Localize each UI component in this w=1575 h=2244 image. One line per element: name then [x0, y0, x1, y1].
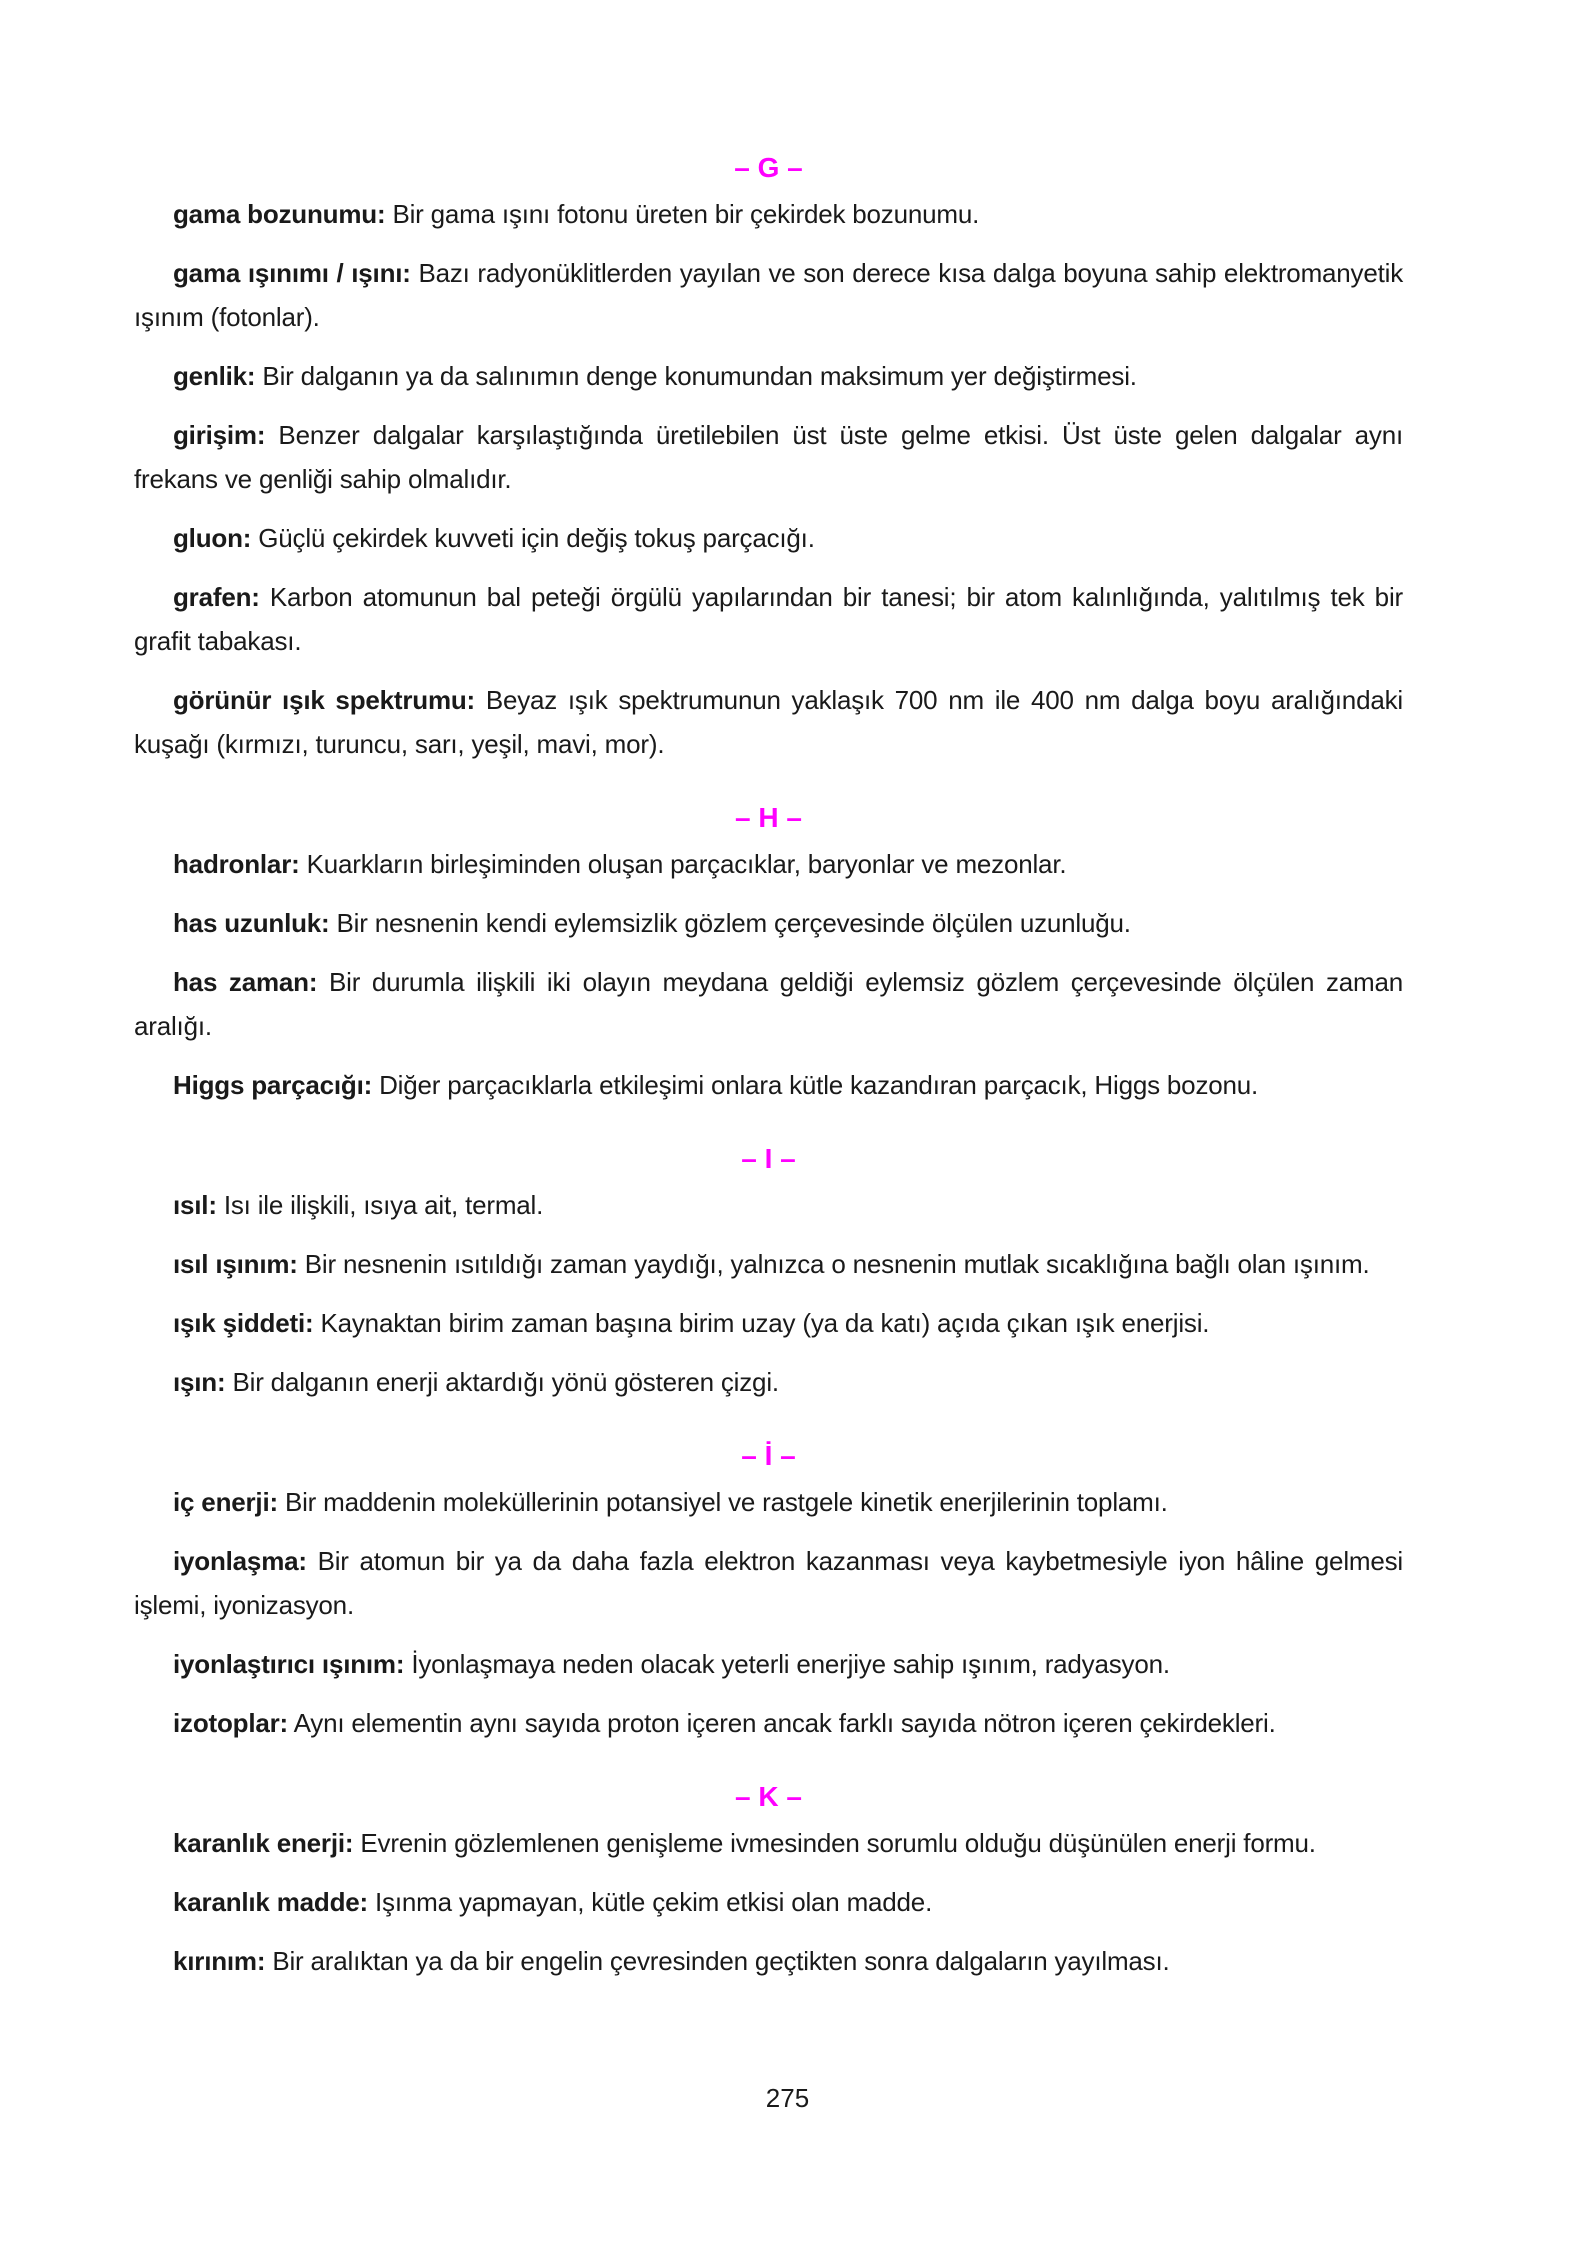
- glossary-entry: [134, 960, 1403, 1048]
- glossary-entry: [134, 1360, 1403, 1404]
- glossary-term: grafen:: [173, 582, 260, 612]
- glossary-term: gama bozunumu:: [173, 199, 386, 229]
- glossary-definition: Kaynaktan birim zaman başına birim uzay (ya da katı) açıda çıkan ışık enerjisi.: [320, 1308, 1210, 1338]
- glossary-term: iç enerji:: [173, 1487, 278, 1517]
- glossary-entry: [134, 842, 1403, 886]
- glossary-entry: [134, 413, 1403, 501]
- glossary-term: ışık şiddeti:: [173, 1308, 314, 1338]
- glossary-entry: [134, 1063, 1403, 1107]
- glossary-entry: [134, 1242, 1403, 1286]
- section-letter-heading: – I –: [741, 1143, 796, 1174]
- glossary-term: iyonlaştırıcı ışınım:: [173, 1649, 405, 1679]
- glossary-entry: [134, 1539, 1403, 1627]
- glossary-content: [134, 146, 1403, 1983]
- section-letter-heading: – G –: [734, 152, 803, 183]
- glossary-entry: [134, 251, 1403, 339]
- glossary-entry: [134, 1480, 1403, 1524]
- glossary-definition: İyonlaşmaya neden olacak yeterli enerjiye sahip ışınım, radyasyon.: [411, 1649, 1170, 1679]
- glossary-definition: Isı ile ilişkili, ısıya ait, termal.: [223, 1190, 544, 1220]
- glossary-entry: [134, 1821, 1403, 1865]
- glossary-term: karanlık madde:: [173, 1887, 368, 1917]
- glossary-term: gluon:: [173, 523, 252, 553]
- glossary-definition: Karbon atomunun bal peteği örgülü yapılarından bir tanesi; bir atom kalınlığında, yalıtılmış tek bir grafit tabakası.: [134, 582, 1403, 656]
- glossary-term: hadronlar:: [173, 849, 300, 879]
- glossary-definition: Bir gama ışını fotonu üreten bir çekirdek bozunumu.: [392, 199, 980, 229]
- glossary-entry: [134, 516, 1403, 560]
- glossary-term: genlik:: [173, 361, 256, 391]
- glossary-definition: Bir atomun bir ya da daha fazla elektron kazanması veya kaybetmesiyle iyon hâline gelmesi işlemi, iyonizasyon.: [134, 1546, 1403, 1620]
- glossary-term: has zaman:: [173, 967, 318, 997]
- glossary-definition: Güçlü çekirdek kuvveti için değiş tokuş parçacığı.: [258, 523, 815, 553]
- glossary-definition: Benzer dalgalar karşılaştığında üretilebilen üst üste gelme etkisi. Üst üste gelen dalgalar aynı frekans ve genliği sahip olmalıdır.: [134, 420, 1403, 494]
- glossary-entry: [134, 1301, 1403, 1345]
- glossary-entry: [134, 1183, 1403, 1227]
- section-letter-heading: – K –: [735, 1781, 802, 1812]
- section-letter-heading: – İ –: [741, 1440, 796, 1471]
- glossary-term: ısıl:: [173, 1190, 217, 1220]
- glossary-term: gama ışınımı / ışını:: [173, 258, 411, 288]
- glossary-definition: Bir aralıktan ya da bir engelin çevresinden geçtikten sonra dalgaların yayılması.: [272, 1946, 1170, 1976]
- glossary-entry: [134, 901, 1403, 945]
- glossary-entry: [134, 575, 1403, 663]
- glossary-entry: [134, 678, 1403, 766]
- glossary-definition: Bir dalganın ya da salınımın denge konumundan maksimum yer değiştirmesi.: [262, 361, 1137, 391]
- glossary-definition: Bir nesnenin kendi eylemsizlik gözlem çerçevesinde ölçülen uzunluğu.: [336, 908, 1131, 938]
- glossary-definition: Bir dalganın enerji aktardığı yönü gösteren çizgi.: [232, 1367, 779, 1397]
- page-number: 275: [765, 2083, 810, 2113]
- glossary-entry: [134, 1701, 1403, 1745]
- glossary-definition: Bir durumla ilişkili iki olayın meydana geldiği eylemsiz gözlem çerçevesinde ölçülen zaman aralığı.: [134, 967, 1403, 1041]
- glossary-definition: Diğer parçacıklarla etkileşimi onlara kütle kazandıran parçacık, Higgs bozonu.: [379, 1070, 1259, 1100]
- glossary-entry: [134, 192, 1403, 236]
- glossary-entry: [134, 1642, 1403, 1686]
- glossary-term: ısıl ışınım:: [173, 1249, 298, 1279]
- glossary-term: görünür ışık spektrumu:: [173, 685, 476, 715]
- glossary-definition: Bazı radyonüklitlerden yayılan ve son derece kısa dalga boyuna sahip elektromanyetik ışınım (fotonlar).: [134, 258, 1404, 332]
- glossary-definition: Bir nesnenin ısıtıldığı zaman yaydığı, yalnızca o nesnenin mutlak sıcaklığına bağlı olan ışınım.: [304, 1249, 1370, 1279]
- glossary-term: izotoplar:: [173, 1708, 288, 1738]
- glossary-term: Higgs parçacığı:: [173, 1070, 373, 1100]
- glossary-entry: [134, 354, 1403, 398]
- glossary-term: karanlık enerji:: [173, 1828, 354, 1858]
- glossary-definition: Işınma yapmayan, kütle çekim etkisi olan madde.: [375, 1887, 933, 1917]
- glossary-entry: [134, 1939, 1403, 1983]
- glossary-definition: Bir maddenin moleküllerinin potansiyel ve rastgele kinetik enerjilerinin toplamı.: [284, 1487, 1168, 1517]
- glossary-term: ışın:: [173, 1367, 226, 1397]
- glossary-entry: [134, 1880, 1403, 1924]
- glossary-definition: Evrenin gözlemlenen genişleme ivmesinden sorumlu olduğu düşünülen enerji formu.: [360, 1828, 1316, 1858]
- glossary-definition: Kuarkların birleşiminden oluşan parçacıklar, baryonlar ve mezonlar.: [306, 849, 1067, 879]
- section-letter-heading: – H –: [735, 802, 802, 833]
- glossary-definition: Aynı elementin aynı sayıda proton içeren ancak farklı sayıda nötron içeren çekirdekleri.: [293, 1708, 1276, 1738]
- glossary-term: iyonlaşma:: [173, 1546, 307, 1576]
- glossary-term: has uzunluk:: [173, 908, 330, 938]
- glossary-term: kırınım:: [173, 1946, 266, 1976]
- glossary-term: girişim:: [173, 420, 266, 450]
- glossary-definition: Beyaz ışık spektrumunun yaklaşık 700 nm ile 400 nm dalga boyu aralığındaki kuşağı (kırmızı, turuncu, sarı, yeşil, mavi, mor).: [134, 685, 1403, 759]
